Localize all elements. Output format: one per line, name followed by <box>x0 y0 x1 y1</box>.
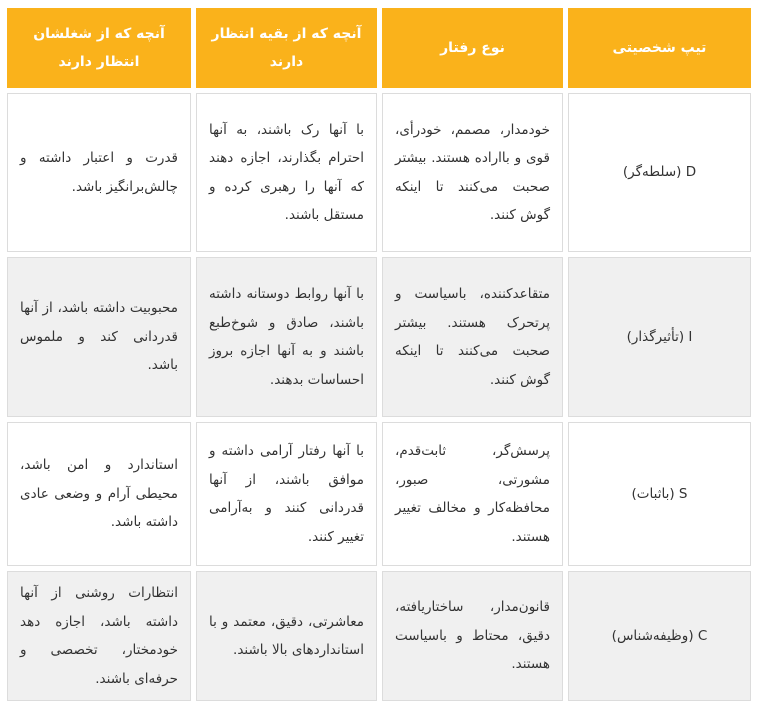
disc-personality-table <box>2 3 756 706</box>
others-expectation-cell: معاشرتی، دقیق، معتمد و با استانداردهای بالا باشند. <box>196 571 377 701</box>
personality-type-cell: C (وظیفه‌شناس) <box>568 571 751 701</box>
header-behavior-type: نوع رفتار <box>382 8 563 88</box>
job-expectation-cell: انتظارات روشنی از آنها داشته باشد، اجازه دهد خودمختار، تخصصی و حرفه‌ای باشند. <box>7 571 191 701</box>
job-expectation-cell: استاندارد و امن باشد، محیطی آرام و وضعی عادی داشته باشد. <box>7 422 191 566</box>
others-expectation-cell: با آنها روابط دوستانه داشته باشند، صادق و شوخ‌طبع باشند و به آنها اجازه بروز احساسات بدهند. <box>196 257 377 417</box>
table-row <box>7 422 751 566</box>
table-header <box>7 8 751 88</box>
job-expectation-cell: محبوبیت داشته باشد، از آنها قدردانی کند و ملموس باشد. <box>7 257 191 417</box>
personality-type-cell: I (تأثیرگذار) <box>568 257 751 417</box>
behavior-cell: قانون‌مدار، ساختاریافته، دقیق، محتاط و باسیاست هستند. <box>382 571 563 701</box>
behavior-cell: متقاعدکننده، باسیاست و پرتحرک هستند. بیشتر صحبت می‌کنند تا اینکه گوش کنند. <box>382 257 563 417</box>
others-expectation-cell: با آنها رفتار آرامی داشته و موافق باشند، از آنها قدردانی کنند و به‌آرامی تغییر کنند. <box>196 422 377 566</box>
table-row <box>7 257 751 417</box>
table-body <box>7 93 751 701</box>
table-row <box>7 571 751 701</box>
personality-type-cell: D (سلطه‌گر) <box>568 93 751 252</box>
behavior-cell: خودمدار، مصمم، خودرأی، قوی و بااراده هستند. بیشتر صحبت می‌کنند تا اینکه گوش کنند. <box>382 93 563 252</box>
others-expectation-cell: با آنها رک باشند، به آنها احترام بگذارند، اجازه دهند که آنها را رهبری کرده و مستقل باشند. <box>196 93 377 252</box>
header-expectations-from-job: آنچه که از شغلشان انتظار دارند <box>7 8 191 88</box>
table-row <box>7 93 751 252</box>
header-personality-type: تیپ شخصیتی <box>568 8 751 88</box>
personality-type-cell: S (باثبات) <box>568 422 751 566</box>
header-row <box>7 8 751 88</box>
job-expectation-cell: قدرت و اعتبار داشته و چالش‌برانگیز باشد. <box>7 93 191 252</box>
header-expectations-from-others: آنچه که از بقیه انتظار دارند <box>196 8 377 88</box>
behavior-cell: پرسش‌گر، ثابت‌قدم، مشورتی، صبور، محافظه‌کار و مخالف تغییر هستند. <box>382 422 563 566</box>
